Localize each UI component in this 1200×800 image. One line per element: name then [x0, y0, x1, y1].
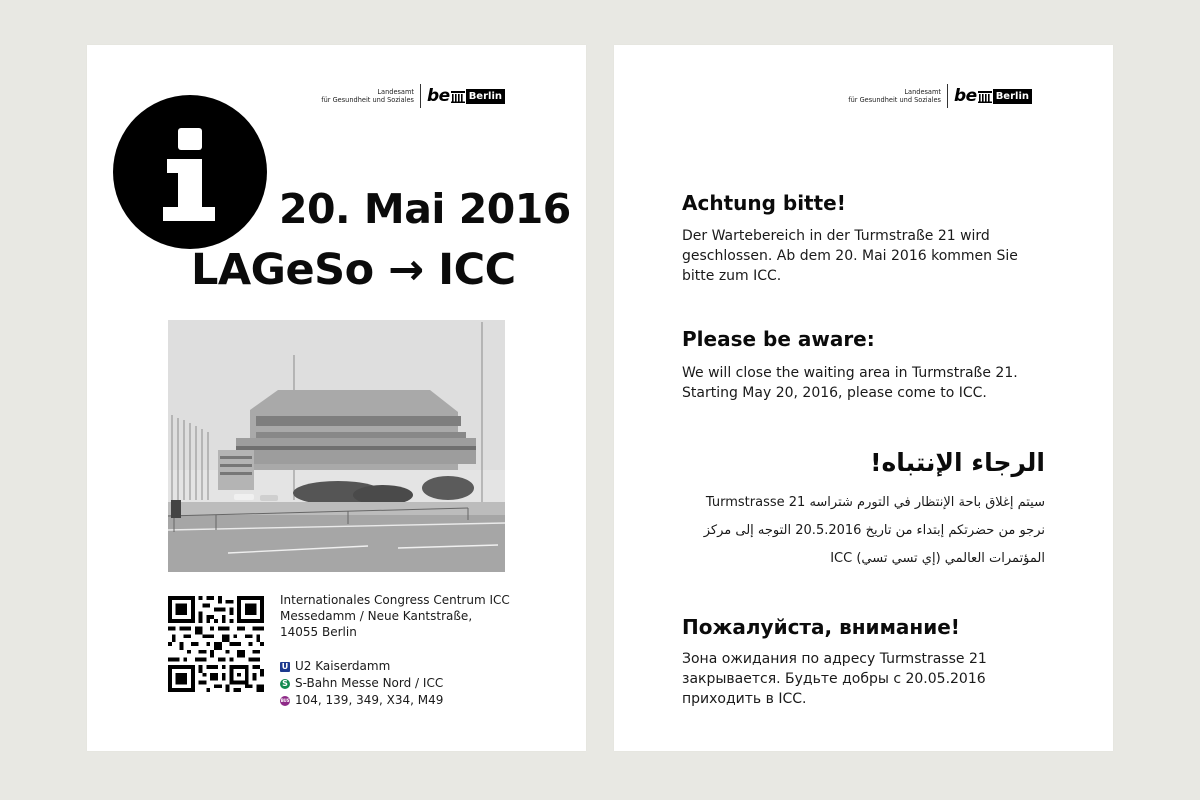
address-line-3: 14055 Berlin	[280, 625, 357, 639]
poster-front	[87, 45, 586, 751]
brandenburg-gate-icon	[978, 89, 992, 103]
u-bahn-icon: U	[281, 662, 289, 671]
lageso-berlin-logo	[321, 83, 505, 109]
brandenburg-gate-icon	[451, 89, 465, 103]
arabic-line-3: المؤتمرات العالمي (إي تسي تسي) ICC	[830, 551, 1045, 566]
english-heading: Please be aware:	[682, 327, 875, 351]
transit-row-bus	[280, 692, 443, 709]
route-heading: LAGeSo → ICC	[191, 245, 516, 295]
agency-name	[848, 84, 948, 108]
be-logo-text: be	[426, 86, 450, 106]
arabic-line-1: سيتم إغلاق باحة الإنتظار في التورم شتراسه Turmstrasse 21	[705, 495, 1045, 510]
s-bahn-icon: S	[280, 679, 290, 689]
agency-line-1: Landesamt	[377, 88, 414, 96]
arabic-heading: الرجاء الإنتباه!	[870, 448, 1045, 477]
address-line-2: Messedamm / Neue Kantstraße,	[280, 609, 473, 623]
be-logo-text: be	[953, 86, 977, 106]
german-heading: Achtung bitte!	[682, 191, 846, 215]
agency-line-2: für Gesundheit und Soziales	[848, 96, 941, 104]
english-line-1: We will close the waiting area in Turmstraße 21.	[682, 365, 1018, 381]
english-body	[682, 363, 1032, 403]
info-icon	[113, 95, 267, 249]
agency-line-2: für Gesundheit und Soziales	[321, 96, 414, 104]
german-body	[682, 226, 1032, 286]
agency-line-1: Landesamt	[904, 88, 941, 96]
bus-text: 104, 139, 349, X34, M49	[295, 693, 444, 707]
agency-name	[321, 84, 421, 108]
venue-address	[280, 592, 510, 640]
german-line-3: bitte zum ICC.	[682, 268, 782, 284]
german-line-2: geschlossen. Ab dem 20. Mai 2016 kommen Sie	[682, 248, 1018, 264]
event-date-heading: 20. Mai 2016	[279, 185, 571, 233]
berlin-logo-box: Berlin	[993, 89, 1032, 104]
poster-back	[614, 45, 1113, 751]
arabic-body	[665, 489, 1045, 573]
russian-heading: Пожалуйста, внимание!	[682, 615, 960, 639]
russian-line-2: закрывается. Будьте добры с 20.05.2016	[682, 671, 986, 687]
english-line-2: Starting May 20, 2016, please come to ICC.	[682, 385, 987, 401]
berlin-logo-box: Berlin	[466, 89, 505, 104]
transit-row-sbahn	[280, 675, 443, 692]
qr-code[interactable]	[168, 596, 264, 692]
lageso-berlin-logo	[848, 83, 1032, 109]
sbahn-text: S-Bahn Messe Nord / ICC	[295, 676, 444, 690]
russian-body	[682, 649, 1032, 709]
german-line-1: Der Wartebereich in der Turmstraße 21 wird	[682, 228, 990, 244]
russian-line-1: Зона ожидания по адресу Turmstrasse 21	[682, 651, 987, 667]
bus-icon: BUS	[280, 696, 290, 706]
ubahn-text: U2 Kaiserdamm	[295, 659, 391, 673]
arabic-line-2: نرجو من حضرتكم إبتداء من تاريخ 20.5.2016 التوجه إلى مركز	[703, 523, 1045, 538]
russian-line-3: приходить в ICC.	[682, 691, 807, 707]
transit-info	[280, 658, 443, 709]
icc-building-photo	[168, 320, 505, 572]
transit-row-ubahn	[280, 658, 443, 675]
address-line-1: Internationales Congress Centrum ICC	[280, 593, 510, 607]
